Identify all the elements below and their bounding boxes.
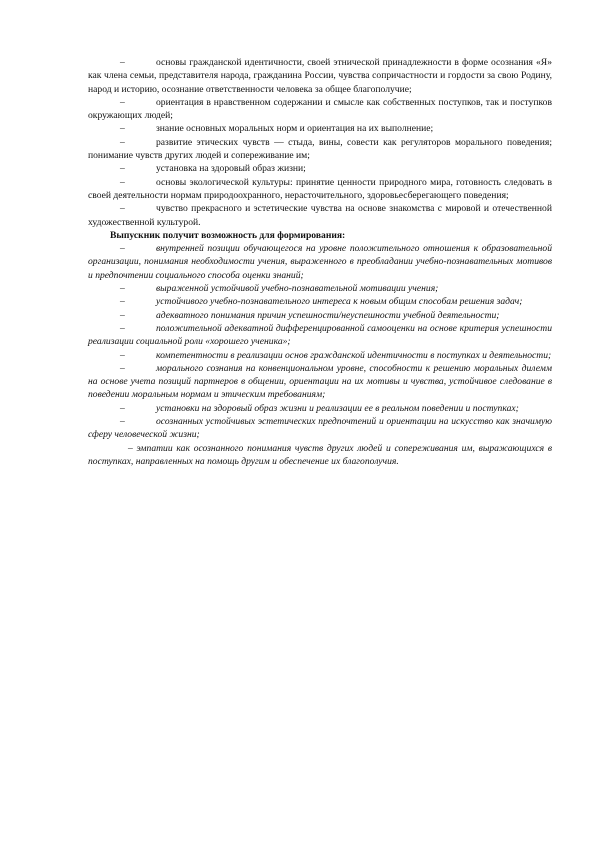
list-dash: – bbox=[120, 123, 125, 135]
graduate-opportunities-list bbox=[88, 242, 552, 468]
list-item-text: чувство прекрасного и эстетические чувства на основе знакомства с мировой и отечественной художественной культурой. bbox=[88, 203, 552, 228]
list-item-text: развитие этических чувств — стыда, вины, совести как регуляторов морального поведения; понимание чувств других людей и сопереживание им; bbox=[88, 136, 552, 162]
list-item bbox=[88, 322, 552, 349]
list-item bbox=[88, 362, 552, 402]
list-item-text: основы экологической культуры: принятие ценности природного мира, готовность следовать в своей деятельности нормам природоохранного, нерасточительного, здоровьесберегающего поведения; bbox=[88, 176, 552, 201]
list-dash: – bbox=[120, 243, 125, 255]
list-item bbox=[88, 295, 552, 308]
list-item-text: внутренней позиции обучающегося на уровне положительного отношения к образовательной организации, понимания необходимости учения, выраженного в преобладании учебно-познавательных мотивов и предпочтении социального способа оценки знаний; bbox=[88, 243, 552, 281]
list-dash: – bbox=[120, 283, 125, 295]
list-item bbox=[88, 122, 552, 135]
list-item bbox=[88, 56, 552, 96]
personal-results-list bbox=[88, 56, 552, 229]
list-dash: – bbox=[120, 136, 125, 148]
list-item-text: компетентности в реализации основ гражданской идентичности в поступках и деятельности; bbox=[156, 349, 552, 361]
list-dash: – bbox=[120, 296, 125, 308]
list-item-text: установки на здоровый образ жизни и реализации ее в реальном поведении и поступках; bbox=[156, 402, 519, 414]
list-item-text: положительной адекватной дифференцированной самооценки на основе критерия успешности реализации социальной роли «хорошего ученика»; bbox=[88, 322, 552, 348]
list-item bbox=[88, 242, 552, 282]
list-dash: – bbox=[120, 96, 125, 108]
list-dash: – bbox=[120, 203, 125, 215]
list-item bbox=[88, 349, 552, 362]
list-item-text: осознанных устойчивых эстетических предпочтений и ориентации на искусство как значимую сферу человеческой жизни; bbox=[88, 416, 552, 441]
list-dash: – bbox=[120, 402, 125, 414]
list-item-text: выраженной устойчивой учебно-познавательной мотивации учения; bbox=[156, 283, 439, 295]
list-item bbox=[88, 309, 552, 322]
section-heading: Выпускник получит возможность для формирования: bbox=[110, 229, 346, 241]
list-dash: – bbox=[120, 362, 125, 374]
list-dash: – bbox=[120, 57, 125, 68]
list-item bbox=[88, 202, 552, 229]
list-item bbox=[88, 176, 552, 203]
list-item-text: установка на здоровый образ жизни; bbox=[156, 163, 306, 175]
list-item-text: ориентация в нравственном содержании и смысле как собственных поступков, так и поступков окружающих людей; bbox=[88, 96, 552, 122]
list-item bbox=[88, 162, 552, 175]
list-item bbox=[88, 282, 552, 295]
list-item-text: адекватного понимания причин успешности/неуспешности учебной деятельности; bbox=[156, 309, 500, 321]
list-dash: – bbox=[120, 416, 125, 428]
list-dash: – bbox=[120, 309, 125, 321]
list-item bbox=[88, 402, 552, 415]
list-dash: – bbox=[120, 163, 125, 175]
list-item-text: знание основных моральных норм и ориентация на их выполнение; bbox=[156, 123, 434, 135]
list-item-text: основы гражданской идентичности, своей этнической принадлежности в форме осознания «Я» как члена семьи, представителя народа, гражданина России, чувства сопричастности и гордости за свою Родину, народ и историю, осознание ответственности человека за общее благополучие; bbox=[88, 57, 552, 95]
list-dash: – bbox=[120, 176, 125, 188]
list-item bbox=[88, 136, 552, 163]
list-dash: – bbox=[120, 349, 125, 361]
document-page bbox=[88, 56, 552, 468]
list-item bbox=[88, 415, 552, 442]
list-item-last: – эмпатии как осознанного понимания чувств других людей и сопереживания им, выражающихся в поступках, направленных на помощь другим и обеспечение их благополучия. bbox=[88, 442, 552, 467]
list-item-text: морального сознания на конвенциональном уровне, способности к решению моральных дилемм на основе учета позиций партнеров в общении, ориентации на их мотивы и чувства, устойчивое следование в поведении моральным нормам и этическим требованиям; bbox=[88, 362, 552, 401]
list-dash: – bbox=[120, 322, 125, 334]
list-item bbox=[88, 96, 552, 123]
list-item-text: устойчивого учебно-познавательного интереса к новым общим способам решения задач; bbox=[156, 296, 523, 308]
